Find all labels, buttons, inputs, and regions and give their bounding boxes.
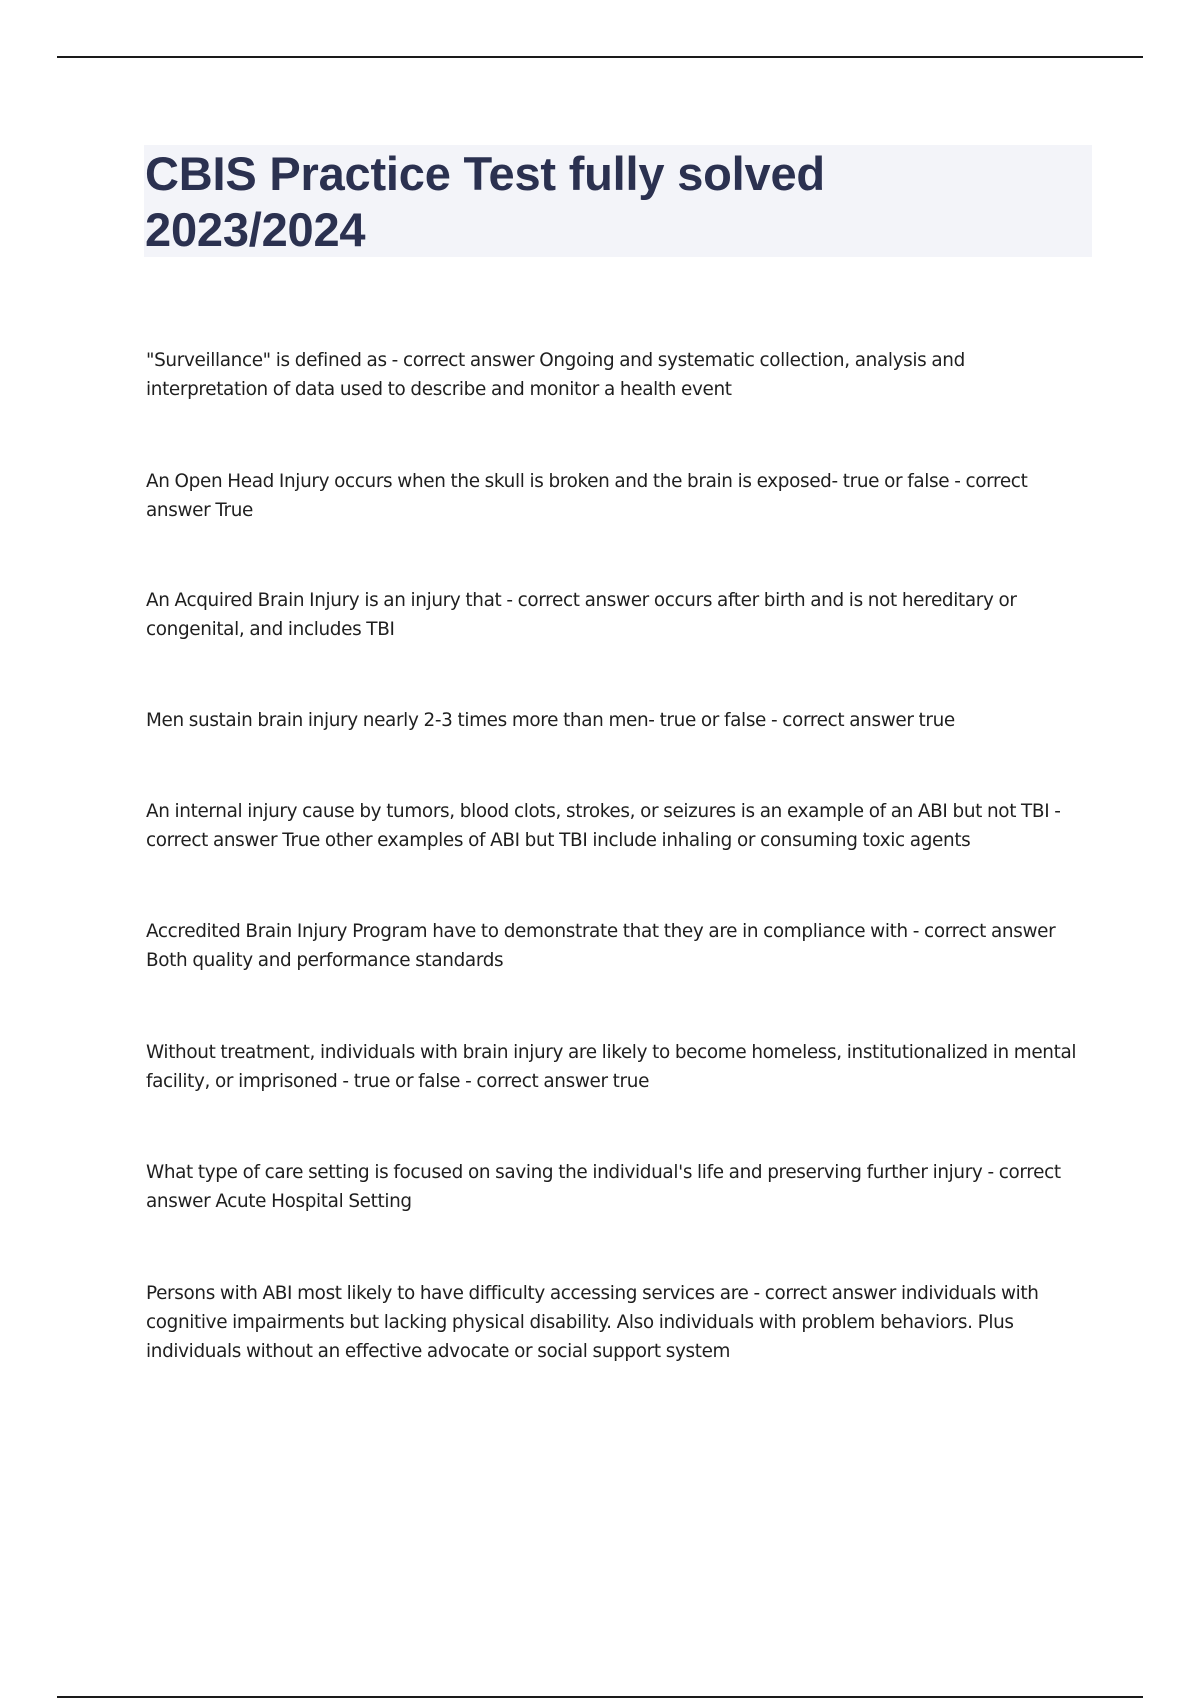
qa-item: Persons with ABI most likely to have difficulty accessing services are - correct answer individuals with cognitive impairments but lacking physical disability. Also individuals with problem behaviors. Plus individuals without an effective advocate or social support system [146,1283,1039,1362]
qa-item: An Open Head Injury occurs when the skull is broken and the brain is exposed- true or false - correct answer True [146,471,1028,521]
page-title-line-1: CBIS Practice Test fully solved [145,147,825,200]
bottom-rule [57,1696,1143,1698]
qa-item: An internal injury cause by tumors, blood clots, strokes, or seizures is an example of an ABI but not TBI - correct answer True other examples of ABI but TBI include inhaling or consuming toxic agents [146,801,1061,851]
top-rule [57,56,1143,58]
qa-item: An Acquired Brain Injury is an injury that - correct answer occurs after birth and is not hereditary or congenital, and includes TBI [146,590,1017,640]
page-title-line-2: 2023/2024 [145,203,366,256]
qa-item: Men sustain brain injury nearly 2-3 times more than men- true or false - correct answer true [146,710,955,731]
qa-item: "Surveillance" is defined as - correct answer Ongoing and systematic collection, analysis and interpretation of data used to describe and monitor a health event [146,350,965,400]
qa-item: Accredited Brain Injury Program have to demonstrate that they are in compliance with - correct answer Both quality and performance standards [146,921,1056,971]
title-block [144,145,1092,257]
qa-item: Without treatment, individuals with brain injury are likely to become homeless, institutionalized in mental facility, or imprisoned - true or false - correct answer true [146,1042,1077,1092]
page-title [145,145,1092,258]
qa-item: What type of care setting is focused on saving the individual's life and preserving further injury - correct answer Acute Hospital Setting [146,1162,1061,1212]
